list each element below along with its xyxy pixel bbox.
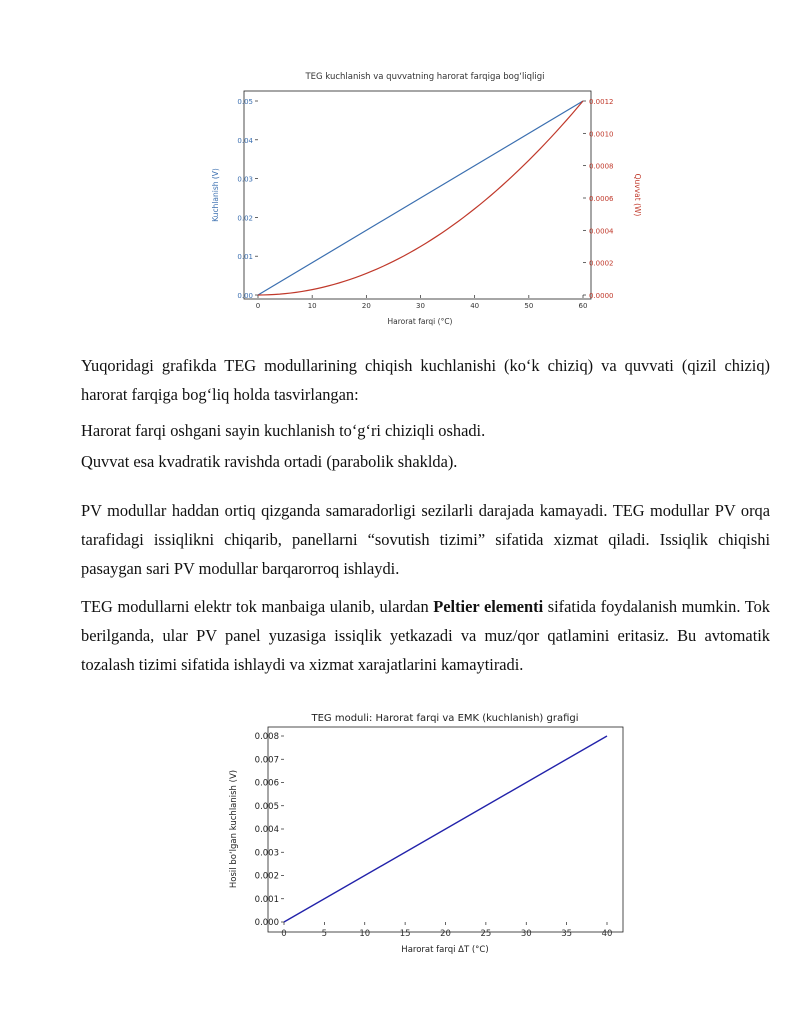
y-tick-label: 0.007	[254, 755, 279, 766]
y-tick-label: 0.004	[254, 825, 279, 835]
chart2-title: TEG moduli: Harorat farqi va EMK (kuchlanish) grafigi	[311, 713, 579, 724]
y-right-tick-label: 0.0006	[589, 195, 614, 203]
y-tick-label: 0.04	[237, 136, 253, 145]
peltier-term: Peltier elementi	[433, 597, 544, 616]
y-right-tick-label: 0.0012	[589, 98, 614, 106]
y-tick-label: 0.00	[237, 292, 253, 300]
chart1-ylabel: Kuchlanish (V)	[211, 168, 220, 222]
chart1-title: TEG kuchlanish va quvvatning harorat farqiga bog‘liqligi	[305, 72, 545, 82]
x-tick-label: 10	[359, 929, 371, 939]
x-tick-label: 40	[601, 929, 613, 939]
x-tick-label: 40	[470, 302, 480, 310]
y-tick-label: 0.02	[237, 214, 253, 223]
chart-teg-emf	[229, 713, 623, 955]
y-tick-label: 0.006	[254, 778, 279, 789]
chart2-ylabel: Hosil bo‘lgan kuchlanish (V)	[229, 769, 239, 889]
y-tick-label: 0.003	[254, 848, 279, 859]
chart-teg-voltage-power	[211, 72, 642, 326]
chart2-xlabel: Harorat farqi ΔT (°C)	[401, 945, 489, 955]
x-tick-label: 5	[321, 929, 328, 939]
y-right-tick-label: 0.0002	[589, 259, 614, 268]
y-tick-label: 0.05	[237, 98, 253, 106]
line-voltage-linear: Harorat farqi oshgani sayin kuchlanish to‘g‘ri chiziqli oshadi.	[81, 421, 486, 440]
y-tick-label: 0.03	[237, 175, 253, 184]
y-tick-label: 0.000	[254, 918, 279, 928]
peltier-text-post: sifatida foydalanish mumkin. Tok berilganda, ular PV panel yuzasiga issiqlik yetkazadi va muz/qor qatlamini eritasiz. Bu avtomatik tozalash tizimi sifatida ishlaydi va xizmat xarajatlarini kamaytiradi.	[81, 597, 770, 674]
x-tick-label: 20	[361, 302, 371, 310]
series-line-0	[284, 736, 607, 922]
paragraph-pv-cooling: PV modullar haddan ortiq qizganda samaradorligi sezilarli darajada kamayadi. TEG modullar PV orqa tarafidagi issiqlikni chiqarib, panellarni “sovutish tizimi” sifatida xizmat qiladi. Issiqlik chiqishi pasaygan sari PV modullar barqarorroq ishlaydi.	[81, 501, 770, 578]
line-power-quadratic: Quvvat esa kvadratik ravishda ortadi (parabolik shaklda).	[81, 452, 458, 471]
y-tick-label: 0.008	[254, 732, 279, 742]
y-tick-label: 0.001	[254, 894, 279, 905]
chart1-xlabel: Harorat farqi (°C)	[387, 317, 453, 326]
x-tick-label: 20	[440, 929, 451, 939]
x-tick-label: 35	[561, 929, 573, 939]
chart1-frame	[244, 91, 591, 299]
y-right-tick-label: 0.0008	[589, 162, 614, 171]
paragraph-chart-description: Yuqoridagi grafikda TEG modullarining chiqish kuchlanishi (ko‘k chiziq) va quvvati (qizil chiziq) harorat farqiga bog‘liq holda tasvirlangan:	[81, 356, 770, 404]
series-line-0	[258, 101, 583, 295]
y-right-tick-label: 0.0010	[589, 130, 614, 139]
chart1-ylabel-right: Quvvat (W)	[633, 173, 642, 217]
y-tick-label: 0.01	[237, 253, 253, 262]
x-tick-label: 30	[520, 929, 532, 939]
x-tick-label: 30	[416, 302, 425, 310]
x-tick-label: 50	[524, 302, 534, 310]
x-tick-label: 60	[578, 302, 588, 310]
x-tick-label: 25	[480, 929, 492, 939]
y-tick-label: 0.005	[254, 801, 279, 812]
peltier-text-pre: TEG modullarni elektr tok manbaiga ulanib, ulardan	[81, 597, 434, 616]
y-right-tick-label: 0.0000	[589, 292, 614, 300]
x-tick-label: 0	[255, 302, 261, 310]
x-tick-label: 15	[399, 929, 411, 939]
x-tick-label: 10	[307, 302, 317, 310]
y-right-tick-label: 0.0004	[589, 227, 614, 236]
paragraph-peltier	[81, 592, 770, 679]
x-tick-label: 0	[281, 929, 287, 939]
y-tick-label: 0.002	[254, 871, 279, 882]
